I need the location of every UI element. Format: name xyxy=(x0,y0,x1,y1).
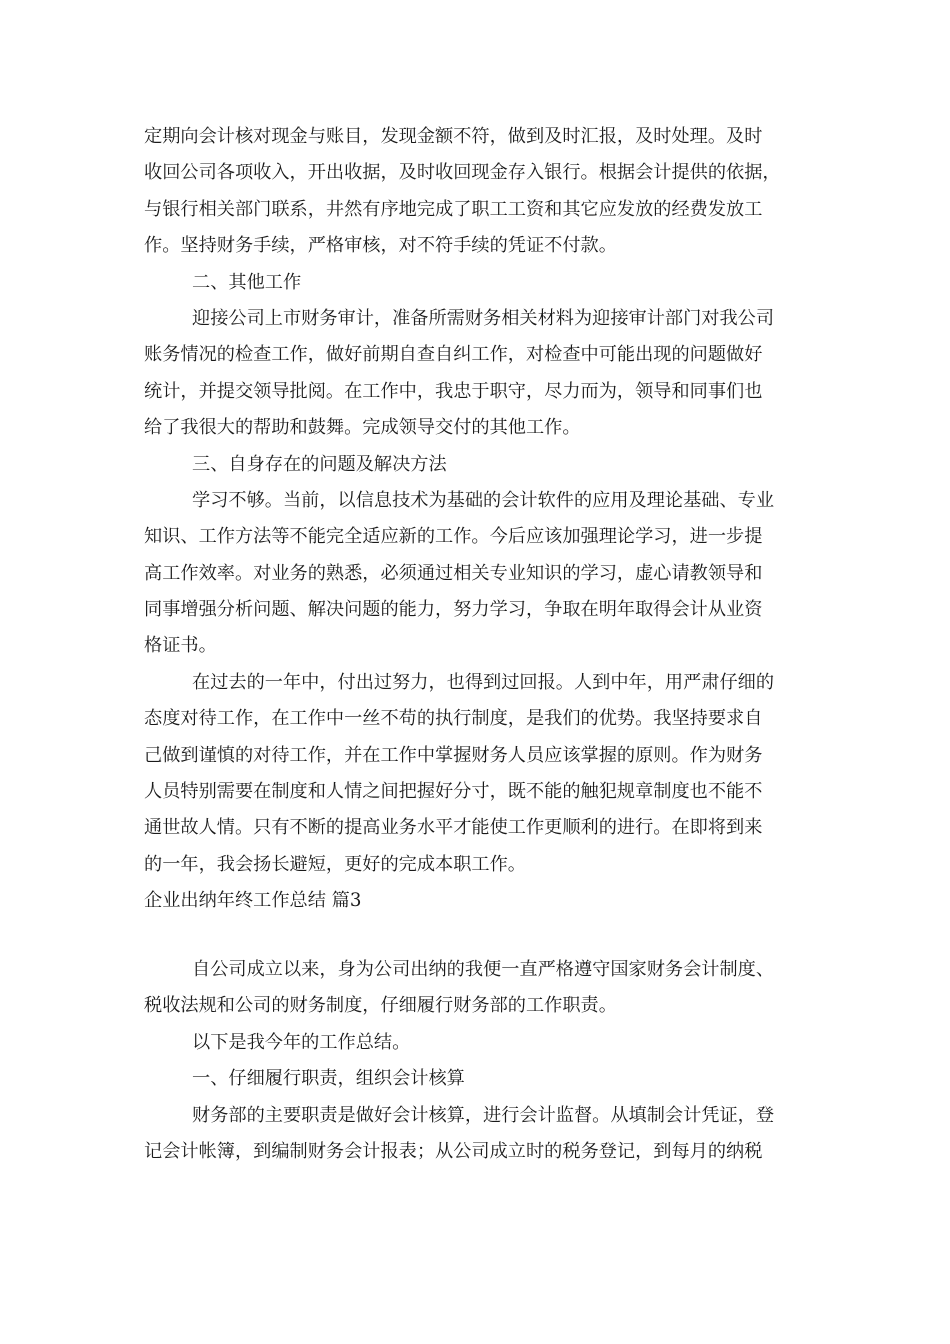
paragraph-line: 态度对待工作，在工作中一丝不苟的执行制度，是我们的优势。我坚持要求自 xyxy=(144,708,763,730)
section-heading: 三、自身存在的问题及解决方法 xyxy=(192,453,447,475)
paragraph-line: 知识、工作方法等不能完全适应新的工作。今后应该加强理论学习，进一步提 xyxy=(144,526,763,548)
paragraph-line: 己做到谨慎的对待工作，并在工作中掌握财务人员应该掌握的原则。作为财务 xyxy=(144,744,763,766)
paragraph-line: 通世故人情。只有不断的提高业务水平才能使工作更顺利的进行。在即将到来 xyxy=(144,817,763,839)
section-heading: 二、其他工作 xyxy=(192,271,302,293)
paragraph-line: 税收法规和公司的财务制度，仔细履行财务部的工作职责。 xyxy=(144,995,617,1017)
section-heading: 一、仔细履行职责，组织会计核算 xyxy=(192,1068,465,1090)
paragraph-line: 以下是我今年的工作总结。 xyxy=(192,1031,411,1053)
paragraph-line: 账务情况的检查工作，做好前期自查自纠工作，对检查中可能出现的问题做好 xyxy=(144,344,763,366)
body-text-section-1 xyxy=(144,119,809,920)
paragraph-line: 高工作效率。对业务的熟悉，必须通过相关专业知识的学习，虚心请教领导和 xyxy=(144,562,763,584)
paragraph-line: 学习不够。当前，以信息技术为基础的会计软件的应用及理论基础、专业 xyxy=(192,489,775,511)
paragraph-line: 人员特别需要在制度和人情之间把握好分寸，既不能的触犯规章制度也不能不 xyxy=(144,781,763,803)
paragraph-line: 给了我很大的帮助和鼓舞。完成领导交付的其他工作。 xyxy=(144,417,581,439)
paragraph-line: 统计，并提交领导批阅。在工作中，我忠于职守，尽力而为，领导和同事们也 xyxy=(144,380,763,402)
article-title: 企业出纳年终工作总结 篇3 xyxy=(144,890,362,912)
paragraph-line: 自公司成立以来，身为公司出纳的我便一直严格遵守国家财务会计制度、 xyxy=(192,959,775,980)
paragraph-line: 与银行相关部门联系，井然有序地完成了职工工资和其它应发放的经费发放工 xyxy=(144,198,763,220)
paragraph-line: 作。坚持财务手续，严格审核，对不符手续的凭证不付款。 xyxy=(144,235,617,257)
paragraph-line: 迎接公司上市财务审计，准备所需财务相关材料为迎接审计部门对我公司 xyxy=(192,307,775,329)
paragraph-line: 格证书。 xyxy=(144,635,217,657)
paragraph-line: 在过去的一年中，付出过努力，也得到过回报。人到中年，用严肃仔细的 xyxy=(192,671,775,693)
body-text-section-2 xyxy=(144,952,809,1170)
paragraph-line: 定期向会计核对现金与账目，发现金额不符，做到及时汇报，及时处理。及时 xyxy=(144,126,763,147)
paragraph-line: 记会计帐簿，到编制财务会计报表；从公司成立时的税务登记，到每月的纳税 xyxy=(144,1140,763,1162)
paragraph-line: 同事增强分析问题、解决问题的能力，努力学习，争取在明年取得会计从业资 xyxy=(144,599,763,621)
paragraph-line: 的一年，我会扬长避短，更好的完成本职工作。 xyxy=(144,853,526,875)
paragraph-line: 收回公司各项收入，开出收据，及时收回现金存入银行。根据会计提供的依据， xyxy=(144,162,781,184)
paragraph-line: 财务部的主要职责是做好会计核算，进行会计监督。从填制会计凭证，登 xyxy=(192,1104,775,1126)
